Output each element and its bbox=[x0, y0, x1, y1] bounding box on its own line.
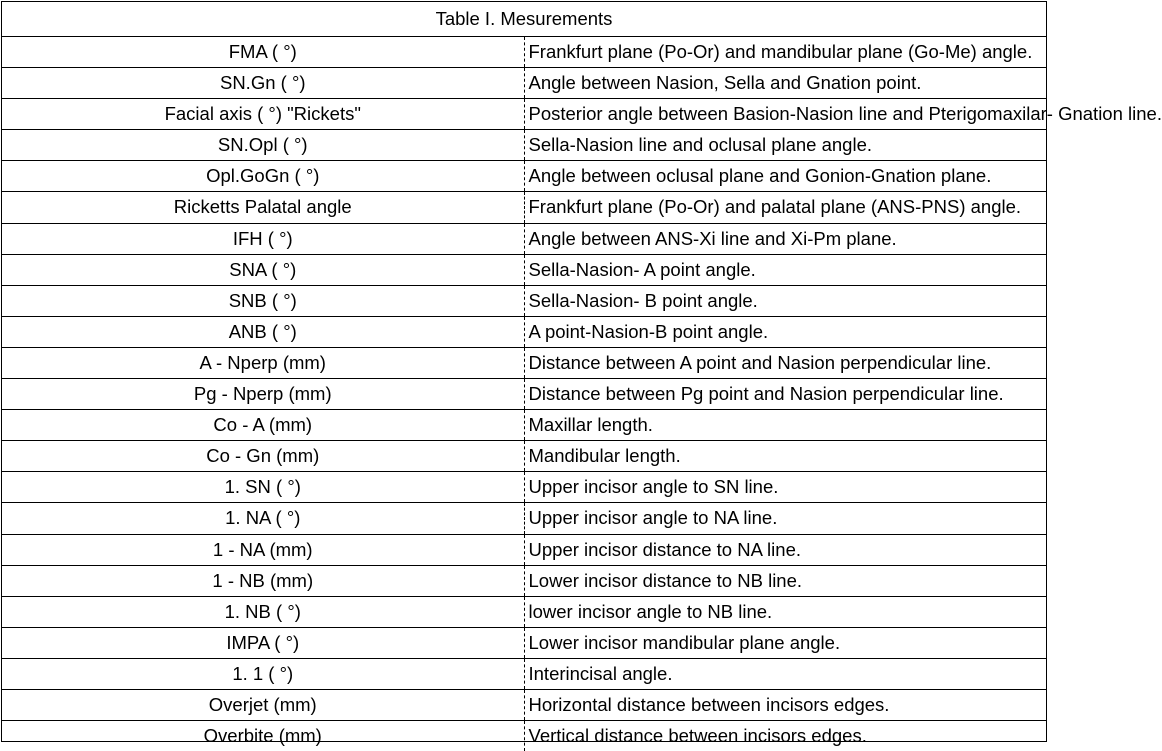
table-row bbox=[2, 689, 1046, 720]
measurement-name: SNB ( °) bbox=[2, 285, 524, 316]
table-row bbox=[2, 254, 1046, 285]
measurement-description: Maxillar length. bbox=[524, 410, 1046, 441]
measurement-name: SN.Gn ( °) bbox=[2, 68, 524, 99]
table-row bbox=[2, 410, 1046, 441]
measurement-description: Frankfurt plane (Po-Or) and mandibular plane (Go-Me) angle. bbox=[524, 37, 1046, 68]
measurement-description: Frankfurt plane (Po-Or) and palatal plane (ANS-PNS) angle. bbox=[524, 192, 1046, 223]
table-row bbox=[2, 596, 1046, 627]
measurement-name: Co - A (mm) bbox=[2, 410, 524, 441]
table-row bbox=[2, 37, 1046, 68]
table-row bbox=[2, 285, 1046, 316]
table-body bbox=[2, 2, 1162, 751]
measurement-name: Pg - Nperp (mm) bbox=[2, 379, 524, 410]
measurement-description: Lower incisor mandibular plane angle. bbox=[524, 627, 1046, 658]
measurement-name: Facial axis ( °) "Rickets" bbox=[2, 99, 524, 130]
measurement-name: SN.Opl ( °) bbox=[2, 130, 524, 161]
measurement-name: IFH ( °) bbox=[2, 223, 524, 254]
table-title-row bbox=[2, 2, 1046, 37]
measurement-name: 1. NB ( °) bbox=[2, 596, 524, 627]
measurement-name: Opl.GoGn ( °) bbox=[2, 161, 524, 192]
measurement-description: lower incisor angle to NB line. bbox=[524, 596, 1046, 627]
measurement-name: Overbite (mm) bbox=[2, 721, 524, 751]
table-row bbox=[2, 441, 1046, 472]
measurement-name: 1 - NB (mm) bbox=[2, 565, 524, 596]
measurement-description: Lower incisor distance to NB line. bbox=[524, 565, 1046, 596]
measurements-table-container bbox=[1, 1, 1162, 747]
measurement-name: SNA ( °) bbox=[2, 254, 524, 285]
measurement-name: IMPA ( °) bbox=[2, 627, 524, 658]
table-row bbox=[2, 379, 1046, 410]
table-row bbox=[2, 161, 1046, 192]
measurement-description: Upper incisor angle to NA line. bbox=[524, 503, 1046, 534]
table-row bbox=[2, 565, 1046, 596]
measurement-description: Sella-Nasion- A point angle. bbox=[524, 254, 1046, 285]
measurement-description: Posterior angle between Basion-Nasion line and Pterigomaxilar- Gnation line. bbox=[524, 99, 1046, 130]
measurement-name: 1. NA ( °) bbox=[2, 503, 524, 534]
table-row bbox=[2, 472, 1046, 503]
measurement-description: Sella-Nasion- B point angle. bbox=[524, 285, 1046, 316]
measurement-name: FMA ( °) bbox=[2, 37, 524, 68]
table-title: Table I. Mesurements bbox=[2, 2, 1046, 37]
table-row bbox=[2, 721, 1046, 751]
measurement-description: Angle between oclusal plane and Gonion-Gnation plane. bbox=[524, 161, 1046, 192]
measurement-name: Ricketts Palatal angle bbox=[2, 192, 524, 223]
measurement-description: Upper incisor angle to SN line. bbox=[524, 472, 1046, 503]
table-row bbox=[2, 627, 1046, 658]
table-row bbox=[2, 658, 1046, 689]
table-row bbox=[2, 316, 1046, 347]
measurement-description: Angle between Nasion, Sella and Gnation point. bbox=[524, 68, 1046, 99]
measurements-table bbox=[2, 2, 1162, 751]
measurement-name: 1. SN ( °) bbox=[2, 472, 524, 503]
table-row bbox=[2, 534, 1046, 565]
measurement-description: Interincisal angle. bbox=[524, 658, 1046, 689]
measurement-description: Distance between A point and Nasion perpendicular line. bbox=[524, 347, 1046, 378]
table-row bbox=[2, 347, 1046, 378]
table-row bbox=[2, 503, 1046, 534]
table-row bbox=[2, 68, 1046, 99]
measurement-description: Horizontal distance between incisors edges. bbox=[524, 689, 1046, 720]
table-row bbox=[2, 99, 1046, 130]
measurement-name: 1 - NA (mm) bbox=[2, 534, 524, 565]
measurement-description: Distance between Pg point and Nasion perpendicular line. bbox=[524, 379, 1046, 410]
table-row bbox=[2, 130, 1046, 161]
measurement-name: 1. 1 ( °) bbox=[2, 658, 524, 689]
measurement-name: ANB ( °) bbox=[2, 316, 524, 347]
measurement-name: Co - Gn (mm) bbox=[2, 441, 524, 472]
table-row bbox=[2, 223, 1046, 254]
measurement-name: A - Nperp (mm) bbox=[2, 347, 524, 378]
measurement-description: Angle between ANS-Xi line and Xi-Pm plane. bbox=[524, 223, 1046, 254]
measurement-description: Upper incisor distance to NA line. bbox=[524, 534, 1046, 565]
measurement-description: Mandibular length. bbox=[524, 441, 1046, 472]
measurement-description: Sella-Nasion line and oclusal plane angle. bbox=[524, 130, 1046, 161]
measurement-name: Overjet (mm) bbox=[2, 689, 524, 720]
measurement-description: A point-Nasion-B point angle. bbox=[524, 316, 1046, 347]
table-row bbox=[2, 192, 1046, 223]
measurement-description: Vertical distance between incisors edges. bbox=[528, 725, 867, 747]
